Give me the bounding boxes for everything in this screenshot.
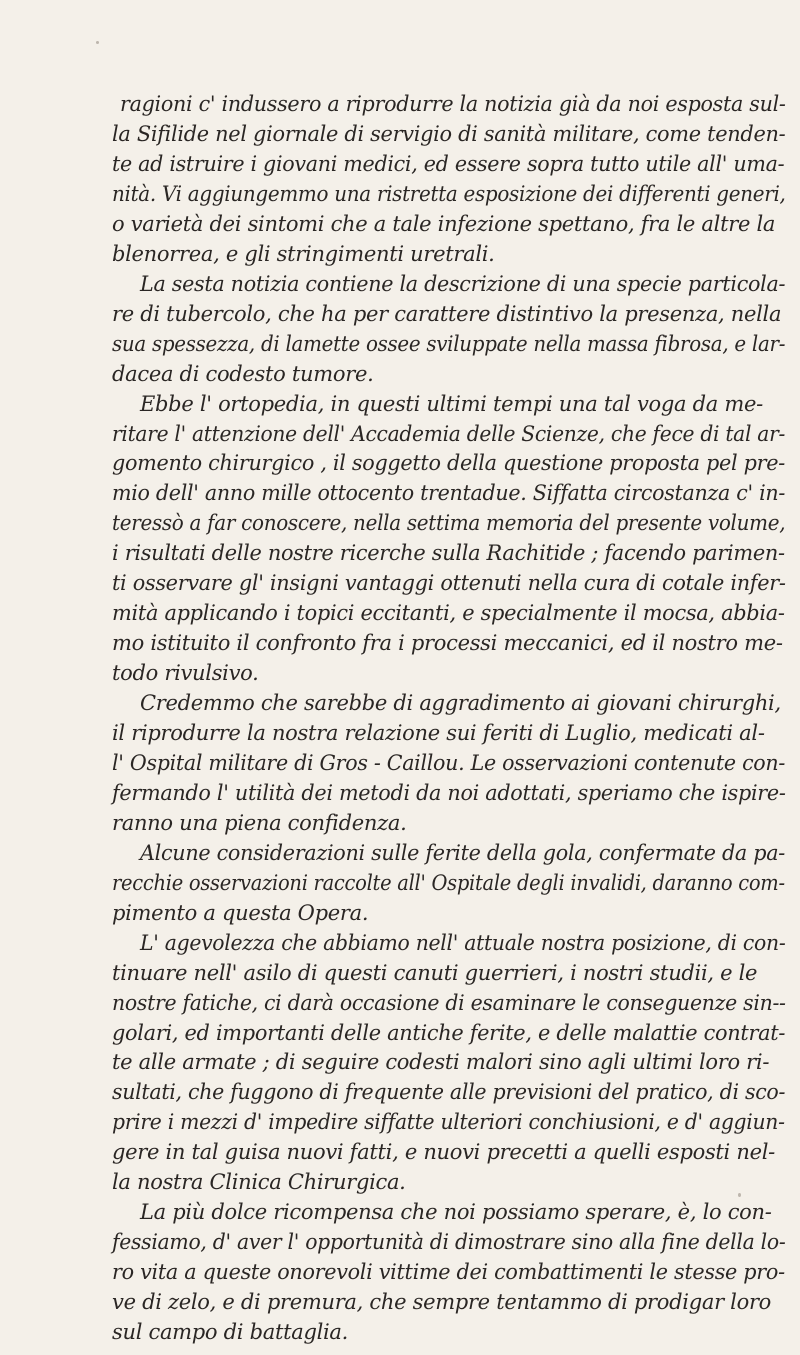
text-line: mio dell' anno mille ottocento trentadue. Siffatta circostanza c' in-: [112, 481, 786, 506]
paper-speck: [738, 1193, 741, 1197]
text-line: pimento a questa Opera.: [112, 900, 369, 925]
text-line: La più dolce ricompensa che noi possiamo sperare, è, lo con-: [140, 1200, 772, 1225]
text-line: Alcune considerazioni sulle ferite della gola, confermate da pa-: [140, 840, 785, 865]
text-line: sul campo di battaglia.: [112, 1320, 349, 1344]
text-line: teressò a far conoscere, nella settima memoria del presente volume,: [112, 511, 786, 536]
text-line: fermando l' utilità dei metodi da noi adottati, speriamo che ispire-: [112, 780, 786, 805]
text-line: ve di zelo, e di premura, che sempre tentammo di prodigar loro: [112, 1290, 772, 1314]
text-line: re di tubercolo, che ha per carattere distintivo la presenza, nella: [112, 301, 782, 326]
text-line: o varietà dei sintomi che a tale infezione spettano, fra le altre la: [112, 211, 776, 236]
text-line: gomento chirurgico , il soggetto della questione proposta pel pre-: [112, 451, 785, 476]
text-line: Credemmo che sarebbe di aggradimento ai giovani chirurghi,: [140, 691, 781, 715]
text-line: il riprodurre la nostra relazione sui feriti di Luglio, medicati al-: [112, 721, 765, 745]
text-line: todo rivulsivo.: [112, 661, 259, 686]
text-line: sua spessezza, di lamette ossee sviluppate nella massa fibrosa, e lar-: [112, 331, 786, 356]
text-line: blenorrea, e gli stringimenti uretrali.: [112, 241, 495, 266]
text-line: L' agevolezza che abbiamo nell' attuale nostra posizione, di con-: [140, 930, 786, 955]
text-line: golari, ed importanti delle antiche ferite, e delle malattie contrat-: [112, 1020, 786, 1045]
text-line: prire i mezzi d' impedire siffatte ulteriori conchiusioni, e d' aggiun-: [112, 1110, 785, 1135]
text-line: ranno una piena confidenza.: [112, 810, 407, 835]
text-line: sultati, che fuggono di frequente alle previsioni del pratico, di sco-: [112, 1080, 786, 1105]
text-line: dacea di codesto tumore.: [112, 361, 374, 386]
text-line: la nostra Clinica Chirurgica.: [112, 1170, 406, 1195]
paper-speck: [96, 41, 99, 44]
text-line: gere in tal guisa nuovi fatti, e nuovi precetti a quelli esposti nel-: [112, 1140, 775, 1165]
text-line: te alle armate ; di seguire codesti malori sino agli ultimi loro ri-: [112, 1050, 770, 1075]
text-line: tinuare nell' asilo di questi canuti guerrieri, i nostri studii, e le: [112, 960, 758, 985]
text-line: mo istituito il confronto fra i processi meccanici, ed il nostro me-: [112, 631, 783, 656]
text-line: ti osservare gl' insigni vantaggi ottenuti nella cura di cotale infer-: [112, 571, 786, 596]
text-line: nità. Vi aggiungemmo una ristretta esposizione dei differenti generi,: [112, 181, 786, 206]
text-line: la Sifilide nel giornale di servigio di sanità militare, come tenden-: [112, 122, 786, 146]
text-line: nostre fatiche, ci darà occasione di esaminare le conseguenze sin--: [112, 990, 786, 1015]
text-line: ro vita a queste onorevoli vittime dei combattimenti le stesse pro-: [112, 1260, 785, 1285]
text-line: ritare l' attenzione dell' Accademia delle Scienze, che fece di tal ar-: [112, 421, 786, 446]
text-line: te ad istruire i giovani medici, ed essere sopra tutto utile all' uma-: [112, 151, 785, 176]
text-line: ragioni c' indussero a riprodurre la notizia già da noi esposta sul-: [120, 92, 786, 116]
text-line: Ebbe l' ortopedia, in questi ultimi tempi una tal voga da me-: [140, 391, 763, 416]
text-line: fessiamo, d' aver l' opportunità di dimostrare sino alla fine della lo-: [112, 1230, 786, 1255]
text-line: l' Ospital militare di Gros - Caillou. Le osservazioni contenute con-: [112, 750, 786, 775]
text-line: recchie osservazioni raccolte all' Ospitale degli invalidi, daranno com-: [112, 870, 785, 895]
text-line: i risultati delle nostre ricerche sulla Rachitide ; facendo parimen-: [112, 541, 785, 566]
text-line: mità applicando i topici eccitanti, e specialmente il mocsa, abbia-: [112, 601, 785, 626]
text-line: La sesta notizia contiene la descrizione di una specie particola-: [140, 271, 786, 296]
